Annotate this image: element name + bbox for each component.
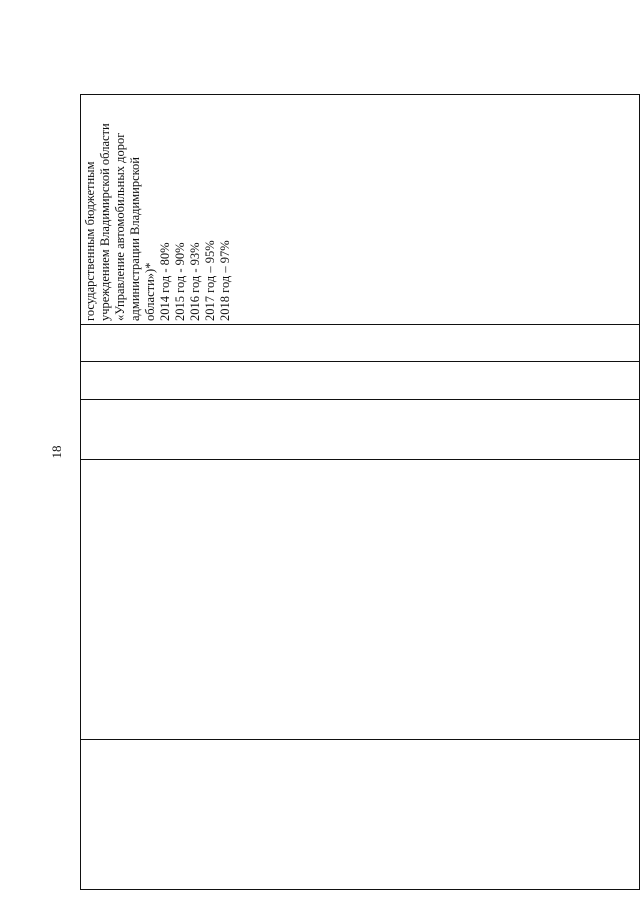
table-row-previous — [81, 95, 640, 890]
cell-blank — [81, 460, 640, 740]
cell-activity-empty — [81, 740, 640, 890]
rotated-table-wrapper — [80, 95, 640, 890]
indicator-prev-text: государственным бюджетным учреждением Владимирской области «Управление автомобильных дорог администрации Владимирской области»)* 2014 год - 80% 2015 год - 90% 2016 год - 93% 2017 год – 95% 2018 год – 97% — [83, 123, 232, 321]
page-number: 18 — [49, 445, 64, 459]
cell-end-empty — [81, 325, 640, 362]
cell-indicator-prev — [81, 95, 640, 325]
cell-start-empty — [81, 362, 640, 400]
program-table — [80, 94, 640, 890]
cell-executor-empty — [81, 400, 640, 460]
